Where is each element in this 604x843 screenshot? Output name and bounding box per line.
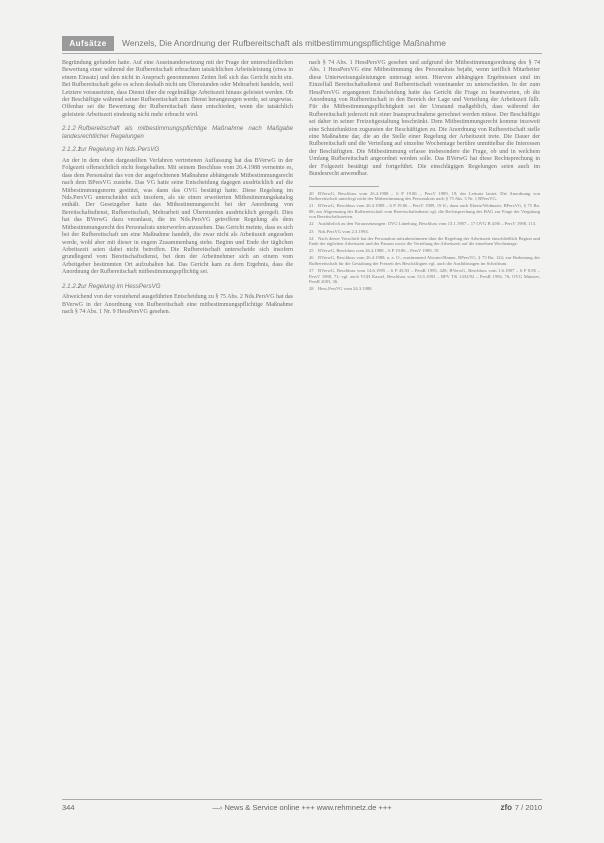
- footnote-text: BVerwG, Beschluss vom 26.4.1988 – 6 P 19.86 – PersV 1989, 19 ff.; dazu auch Ilbertz/Widmaier, BPersVG, § 75 Rn. 88; zur Abgrenzung der Rufbereitschaft vom Bereitschaftsdienst vgl. die Rechtsprechung des BAG zur Frage der Vergütung von Bereitschaftszeiten.: [309, 203, 540, 220]
- footnote: [309, 255, 540, 266]
- footnote: [309, 221, 540, 227]
- footnote-number: 25: [309, 248, 314, 254]
- section-heading-2-1-2: [62, 125, 293, 140]
- footnote-number: 23: [309, 228, 314, 234]
- footnote: [309, 236, 540, 247]
- footnote-number: 26: [309, 255, 314, 261]
- body-paragraph: An der in dem oben dargestellten Verfahren vertretenen Auffassung hat das BVerwG in der Folgezeit offensichtlich nicht festgehalten. Mit seinem Beschluss vom 26.4.1988 verneinte es, dass dem Personalrat das von der angefochtenen Maßnahme abhängende Mitbestimmungsrecht nach dem BPersVG zustehe. Das VG hatte seine Entscheidung dagegen ausdrücklich auf die Mitbestimmungsnorm gestützt, was dann das OVG bestätigt hatte. Diese Regelung im Nds.PersVG unterscheidet sich insofern, als sie einen erweiterten Mitbestimmungskatalog enthält. Der Gesetzgeber hatte das Mitbestimmungsrecht bei der Anordnung von Bereitschaftsdienst, Rufbereitschaft, Mehrarbeit und Überstunden ausdrücklich geregelt. Dies hat das BVerwG dazu veranlasst, die im Nds.PersVG getroffene Regelung als dem Mitbestimmungsrecht des Personalrats unterworfen anzusehen. Das Gericht meinte, dass es sich bei der Rufbereitschaft um eine Maßnahme handelt, die zwar nicht als Arbeitszeit angesehen werde, wohl aber mit dieser in engem Zusammenhang stehe. Beginn und Ende der täglichen Arbeitszeit seien dabei nicht betroffen. Die Rufbereitschaft unterscheide sich insofern grundlegend vom Bereitschaftsdienst, bei dem der Arbeitnehmer sich an einem vom Arbeitgeber bestimmten Ort aufzuhalten hat. Das Gericht kam zu dem Ergebnis, dass die Anordnung der Rufbereitschaft mitbestimmungspflichtig sei.: [62, 158, 293, 276]
- body-paragraph: nach § 74 Abs. 1 HessPersVG gesehen und aufgrund der Mitbestimmungsordnung des § 74 Abs. 1 HessPersVG eine Mitbestimmung des Personalrats bejaht, wenn tariflich Mitarbeiter diese Unterweisungsleistungen untersagt seien. Hiervon abhängigen Ergebnissen sind im Einzelfall Bereitschaftsdienst und Rufbereitschaft voneinander zu unterscheiden. In der zum HessPersVG ergangenen Entscheidung hatte das Gericht die Frage zu beantworten, ob die Anordnung von Rufbereitschaft in den Bereich der Lage und Verteilung der Arbeitszeit fällt. Für die Mitbestimmungspflichtigkeit sei der Umstand maßgeblich, dass während der Rufbereitschaft jederzeit mit einer Inanspruchnahme gerechnet werden müsse. Der Beschäftigte sei daher in seiner Freizeitgestaltung beschränkt. Dem Mitbestimmungsrecht komme insoweit eine Schutzfunktion zugunsten der Beschäftigten zu. Die Anordnung von Rufbereitschaft stelle eine Maßnahme dar, die an die Stelle einer Regelung der Arbeitszeit trete. Die Dauer der Rufbereitschaft und die Verteilung auf einzelne Wochentage berühre unmittelbar die Interessen der Beschäftigten. Die Mitbestimmung erfasse insbesondere die Frage, ob und in welchem Umfang Rufbereitschaft angeordnet werden solle. Das BVerwG hat diese Rechtsprechung in der Folgezeit bestätigt und fortgeführt. Die einschlägigen Regelungen seien auch im Bundesrecht anwendbar.: [309, 60, 540, 178]
- page-header: [62, 36, 542, 54]
- footnote: [309, 203, 540, 220]
- footnote-number: 20: [309, 190, 314, 196]
- header-rule: [62, 53, 542, 54]
- footnote-number: 27: [309, 268, 314, 274]
- section-title: Rufbereitschaft als mitbestimmungspflichtige Maßnahme nach Maßgabe landesrechtlicher Regelungen: [62, 125, 293, 140]
- left-column: [62, 60, 293, 316]
- footnote-number: 24: [309, 235, 314, 241]
- footnote-number: 21: [309, 203, 314, 209]
- footnote: [309, 229, 540, 235]
- footnote-rule: [309, 186, 379, 187]
- footnote-text: Hess.PersVG vom 24.3.1988.: [318, 286, 373, 292]
- section-heading-2-1-2-1: [62, 146, 293, 154]
- running-title: Wenzels, Die Anordnung der Rufbereitschaft als mitbestimmungspflichtige Maßnahme: [122, 38, 446, 48]
- section-number: 2.1.2: [62, 125, 76, 133]
- footnote: [309, 248, 540, 254]
- footnote-text: BVerwG, Beschluss vom 26.4.1988, a. a. O.; zustimmend Altvater/Hamer, BPersVG, § 75 Rn. 124; zur Bedeutung der Rufbereitschaft für die Gestaltung der Freizeit des Beschäftigten vgl. auch die Ausführungen im Schrifttum.: [309, 255, 540, 267]
- footnote-text: BVerwG, Beschluss vom 14.6.1995 – 6 P 43.93 – PersR 1995, 428; BVerwG, Beschluss vom 1.6.1987 – 6 P 8.85 – PersV 1988, 71; vgl. auch VGH Kassel, Beschluss vom 13.5.1993 – BPV TK 1432/92 – PersR 1994, 76; OVG Münster, PersR 2003, 36.: [309, 268, 540, 285]
- section-title: zur Regelung im HessPersVG: [78, 282, 161, 290]
- section-heading-2-1-2-2: [62, 283, 293, 291]
- section-number: 2.1.2.2: [62, 282, 81, 290]
- footnote-text: BVerwG, Beschluss vom 26.4.1988 – 6 P 19.86 – PersV 1989, 19.: [318, 248, 440, 254]
- news-service-link[interactable]: —› News & Service online +++ www.rehmnetz.de +++: [212, 803, 392, 812]
- footnote-text: Ausführlich zu den Voraussetzungen: OVG Lüneburg, Beschluss vom 13.1.1987 – 17 OVG B 4/86 – PersV 1988, 113.: [318, 221, 537, 227]
- footnote: [309, 286, 540, 292]
- journal-logo: zfo: [500, 803, 512, 812]
- body-paragraph: Abweichend von der vorstehend ausgeführten Entscheidung zu § 75 Abs. 2 Nds.PersVG hat das BVerwG in der Anordnung von Rufbereitschaft eine mitbestimmungspflichtige Maßnahme nach § 74 Abs. 1 Nr. 9 HessPersVG gesehen.: [62, 294, 293, 315]
- body-paragraph: Begründung gefunden hatte. Auf eine Auseinandersetzung mit der Frage der unterschiedlichen Bewertung einer während der Rufbereitschaft erbrachten tatsächlichen Arbeitsleistung (etwa in einem Einsatz) und den nicht in Anspruch genommenen Zeiten ließ sich das Gericht nicht ein. Bei Rufbereitschaft gebe es schon deshalb nicht um Überstunden oder Mehrarbeit handeln, weil Letztere vorausetzten, dass Dienst über die regelmäßige Arbeitszeit hinaus geleistet werden. Ob der Beschäftigte während seiner Rufbereitschaft zum Dienst herangezogen werde, sei ungewiss. Offenbar sei die Bewertung der Rufbereitschaft dann entschieden, wenn die tatsächlich geleistete Arbeitszeit eindeutig nicht mehr erbracht wird.: [62, 60, 293, 118]
- footnote-number: 28: [309, 286, 314, 292]
- page-number: 344: [62, 803, 75, 812]
- footnote-text: Nds.PersVG vom 2.3.1994.: [318, 228, 369, 234]
- section-number: 2.1.2.1: [62, 146, 81, 154]
- right-column: [309, 60, 540, 294]
- section-title: zur Regelung im Nds.PersVG: [78, 146, 160, 154]
- rubric-label: Aufsätze: [62, 36, 114, 51]
- footnote: [309, 268, 540, 285]
- footnote-number: 22: [309, 221, 314, 227]
- footnote-text: BVerwG, Beschluss vom 26.4.1988 – 6 P 19.86 – PersV 1989, 19; der Leitsatz lautet: Die Anordnung von Rufbereitschaft unterliegt nicht der Mitbestimmung des Personalrats nach § 75 Abs. 3 Nr. 1 BPersVG.: [309, 190, 540, 202]
- footnote: [309, 191, 540, 202]
- footer-rule: [62, 799, 542, 800]
- page-footer: [62, 803, 542, 817]
- footnote-text: Nach dieser Vorschrift hat der Personalrat mitzubestimmen über die Regelung der Arbeitszeit einschließlich Beginn und Ende der täglichen Arbeitszeit und der Pausen sowie die Verteilung der Arbeitszeit auf die einzelnen Wochentage.: [309, 235, 540, 247]
- issue-number: 7 / 2010: [514, 803, 542, 812]
